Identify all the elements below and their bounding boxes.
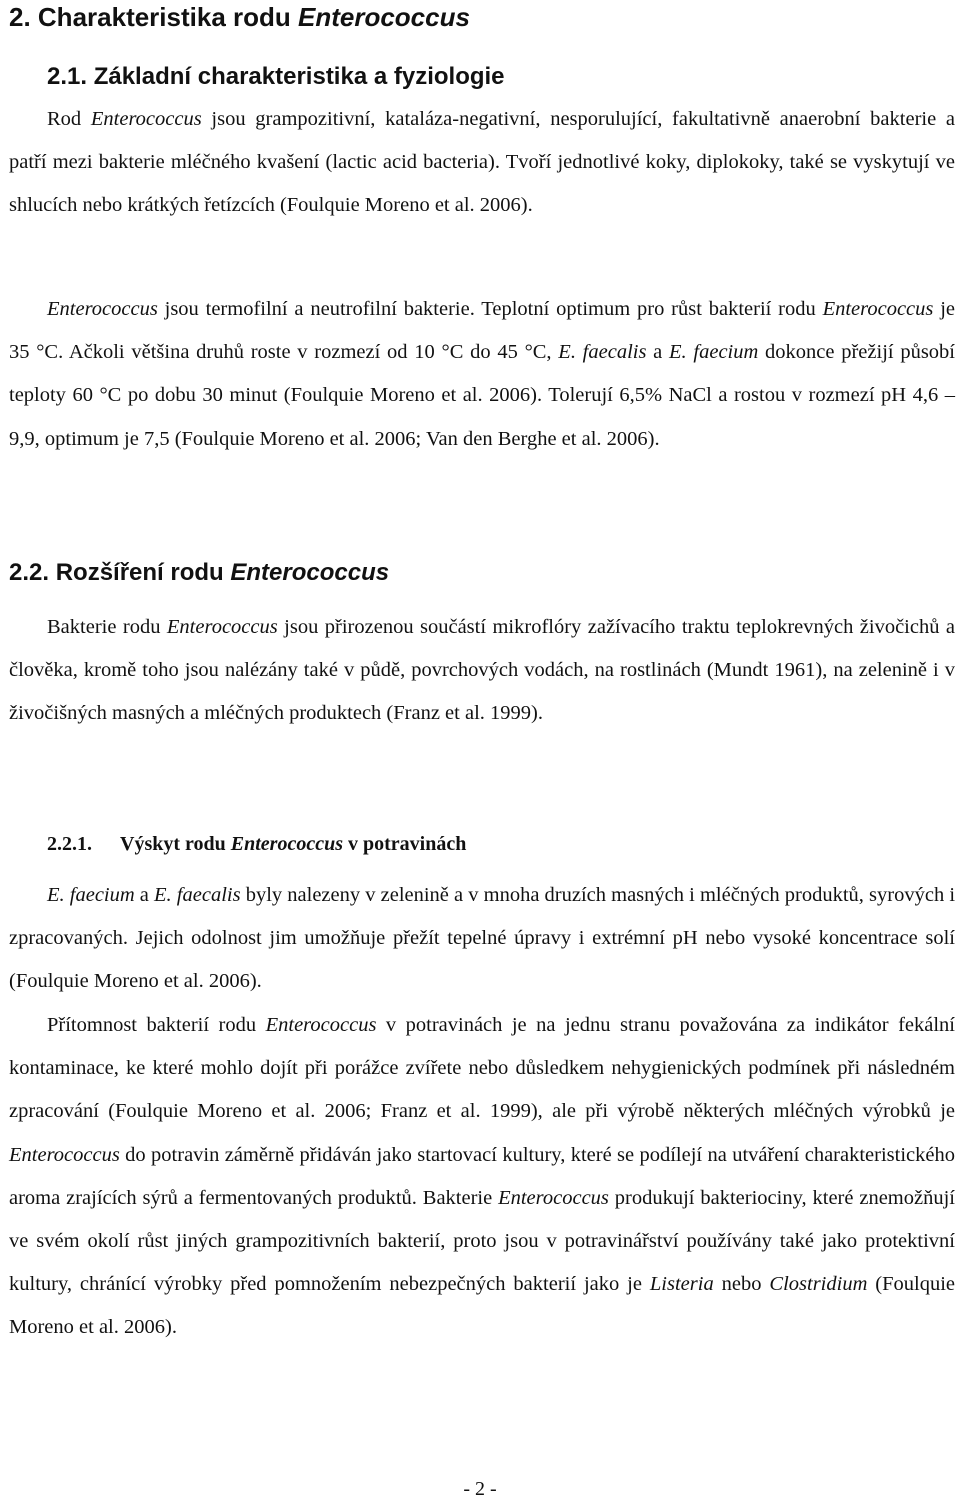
genus-name: Listeria	[649, 1273, 714, 1296]
page-number: - 2 -	[463, 1478, 497, 1500]
text-run: v potravinách je na jednu stranu považována za indikátor fekální kontaminace, ke které mohlo dojít při porážce zvířete nebo důsledkem nehygienických podmínek při následném zpracování (Foulquie Moreno et al. 2006; Franz et al. 1999), ale při výrobě některých mléčných výrobků je	[9, 1014, 955, 1123]
text-run: a	[134, 884, 155, 906]
species-name: E. faecium	[47, 884, 135, 906]
paragraph-food-indicator	[9, 1004, 955, 1350]
genus-name: Clostridium	[769, 1273, 868, 1296]
text-run: nebo	[713, 1273, 770, 1296]
section-heading-genus: Enterococcus	[230, 559, 390, 586]
genus-name: Enterococcus	[265, 1014, 377, 1036]
paragraph-food-occurrence	[9, 874, 955, 1004]
paragraph-distribution	[9, 606, 955, 736]
subsection-text: Výskyt rodu	[120, 833, 231, 855]
chapter-heading-genus: Enterococcus	[298, 2, 470, 32]
section-heading-2-2	[9, 556, 389, 590]
genus-name: Enterococcus	[822, 298, 934, 320]
text-run: jsou termofilní a neutrofilní bakterie. Teplotní optimum pro růst bakterií rodu	[157, 298, 823, 320]
species-name: E. faecium	[669, 341, 759, 364]
species-name: E. faecalis	[154, 884, 241, 906]
text-run: byly nalezeny v zelenině a v mnoha druzích masných i mléčných produktů, syrových i zpracovaných. Jejich odolnost jim umožňuje přežít tepelné úpravy i extrémní pH nebo vysoké koncentrace solí (Foulquie Moreno et al. 2006).	[9, 884, 956, 993]
genus-name: Enterococcus	[498, 1186, 609, 1209]
text-run: a	[646, 341, 670, 364]
chapter-heading	[9, 0, 470, 34]
genus-name: Enterococcus	[9, 1143, 120, 1166]
text-run: Rod	[47, 108, 91, 130]
subsection-text-end: v potravinách	[343, 833, 467, 855]
genus-name: Enterococcus	[166, 616, 278, 638]
genus-name: Enterococcus	[90, 108, 202, 130]
text-run: produkují bakteriociny, které znemožňují ve svém okolí růst jiných grampozitivních bakterií, proto jsou v potravinářství používány také jako protektivní kultury, chránící výrobky před pomnožením nebezpečných bakterií jako je	[9, 1186, 955, 1296]
section-heading-2-1: 2.1. Základní charakteristika a fyziologie	[47, 63, 505, 90]
text-run: jsou grampozitivní, kataláza-negativní, nesporulující, fakultativně anaerobní bakterie a patří mezi bakterie mléčného kvašení (lactic acid bacteria). Tvoří jednotlivé koky, diplokoky, také se vyskytují ve shlucích nebo krátkých řetízcích (Foulquie Moreno et al. 2006).	[9, 108, 955, 217]
text-run: jsou přirozenou součástí mikroflóry zažívacího traktu teplokrevných živočichů a člověka, kromě toho jsou nalézány také v půdě, povrchových vodách, na rostlinách (Mundt 1961), na zelenině i v živočišných masných a mléčných produktech (Franz et al. 1999).	[9, 616, 956, 725]
text-run: Přítomnost bakterií rodu	[47, 1014, 266, 1036]
text-run: do potravin záměrně přidáván jako startovací kultury, které se podílejí na utváření charakteristického aroma zrajících sýrů a fermentovaných produktů. Bakterie	[9, 1143, 955, 1209]
subsection-heading-2-2-1	[47, 830, 466, 858]
paragraph-intro	[9, 98, 955, 228]
subsection-number: 2.2.1.	[47, 833, 92, 855]
subsection-genus: Enterococcus	[230, 833, 343, 855]
text-run: (Foulquie Moreno et al. 2006).	[9, 1273, 956, 1339]
text-run: dokonce přežijí působí teploty 60 °C po dobu 30 minut (Foulquie Moreno et al. 2006). Tolerují 6,5% NaCl a rostou v rozmezí pH 4,6 – 9,9, optimum je 7,5 (Foulquie Moreno et al. 2006; Van den Berghe et al. 2006).	[9, 341, 955, 450]
text-run: je 35 °C. Ačkoli většina druhů roste v rozmezí od 10 °C do 45 °C,	[9, 298, 955, 364]
chapter-heading-text: 2. Charakteristika rodu	[9, 2, 298, 32]
species-name: E. faecalis	[558, 341, 647, 364]
paragraph-temperature	[9, 288, 955, 461]
genus-name: Enterococcus	[47, 298, 158, 320]
text-run: Bakterie rodu	[47, 616, 167, 638]
section-heading-text: 2.2. Rozšíření rodu	[9, 559, 231, 586]
